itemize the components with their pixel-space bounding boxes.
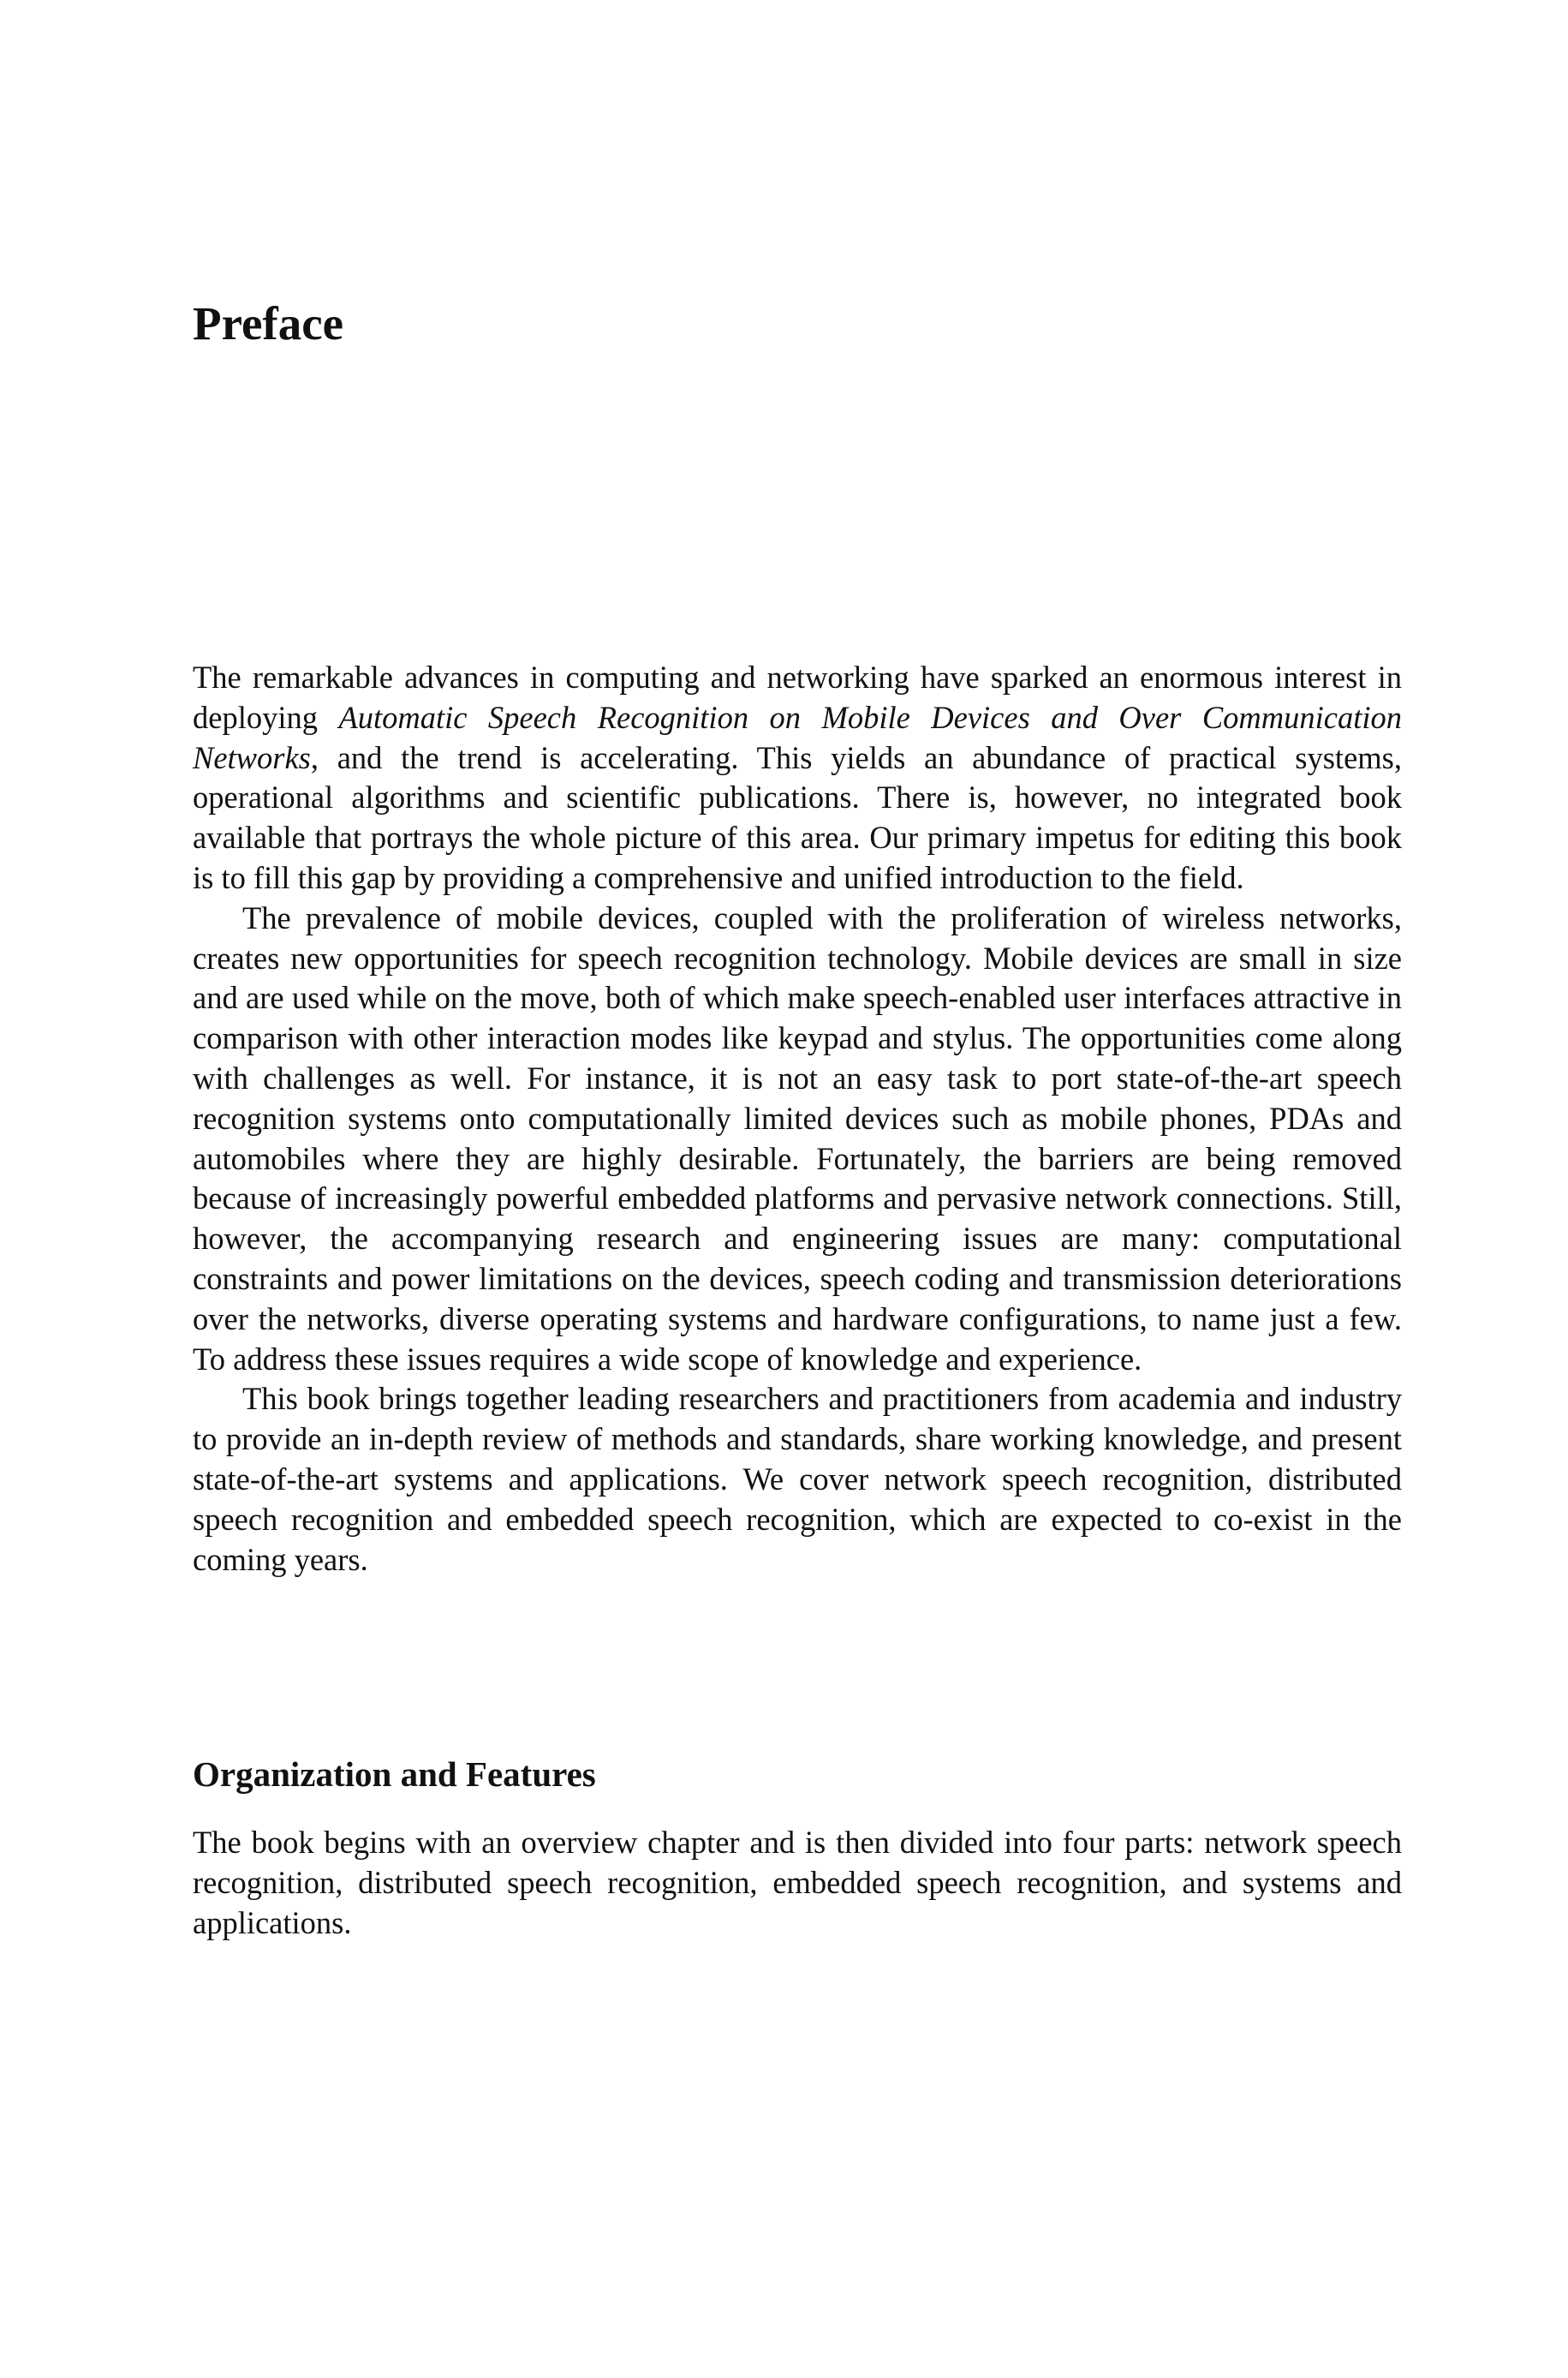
- organization-body: [193, 1823, 1402, 1943]
- section-heading: Organization and Features: [193, 1754, 596, 1794]
- paragraph-organization: The book begins with an overview chapter and is then divided into four parts: network speech recognition, distributed speech recognition, embedded speech recognition, and systems and applications.: [193, 1825, 1402, 1940]
- book-title-italic: Automatic Speech Recognition on Mobile Devices and Over Communication Networks: [193, 699, 1403, 775]
- paragraph-mobile-devices: The prevalence of mobile devices, coupled with the proliferation of wireless networks, creates new opportunities for speech recognition technology. Mobile devices are small in size and are used while on the move, both of which make speech-enabled user interfaces attractive in comparison with other interaction modes like keypad and stylus. The opportunities come along with challenges as well. For instance, it is not an easy task to port state-of-the-art speech recognition systems onto computationally limited devices such as mobile phones, PDAs and automobiles where they are highly desirable. Fortunately, the barriers are being removed because of increasingly powerful embedded platforms and pervasive network connections. Still, however, the accompanying research and engineering issues are many: computational constraints and power limitations on the devices, speech coding and transmission deteriorations over the networks, diverse operating systems and hardware configurations, to name just a few. To address these issues requires a wide scope of knowledge and experience.: [193, 899, 1402, 1377]
- preface-body: [193, 658, 1402, 1580]
- paragraph-intro-start: The remarkable advances in computing and networking have sparked an enormous interest in deploying: [193, 660, 1402, 735]
- page-title: Preface: [193, 297, 344, 350]
- paragraph-book-scope: This book brings together leading researchers and practitioners from academia and industry to provide an in-depth review of methods and standards, share working knowledge, and present state-of-the-art systems and applications. We cover network speech recognition, distributed speech recognition and embedded speech recognition, which are expected to co-exist in the coming years.: [193, 1381, 1402, 1577]
- paragraph-intro-end: , and the trend is accelerating. This yields an abundance of practical systems, operational algorithms and scientific publications. There is, however, no integrated book available that portrays the whole picture of this area. Our primary impetus for editing this book is to fill this gap by providing a comprehensive and unified introduction to the field.: [193, 739, 1402, 895]
- paragraph-intro: [193, 658, 1402, 899]
